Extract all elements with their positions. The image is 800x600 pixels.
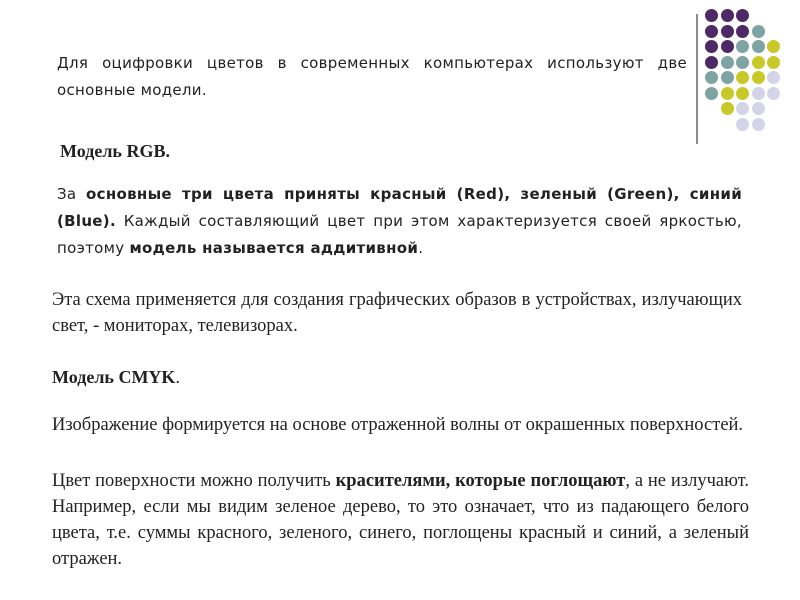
decorative-dot [721, 71, 734, 84]
decorative-dot [752, 25, 765, 38]
rgb-heading [60, 138, 460, 164]
cmyk-paragraph-2 [52, 468, 749, 572]
decorative-dot [767, 40, 780, 53]
cmyk-heading-dot: . [175, 367, 180, 387]
cmyk-p2-c: , а не излучают. Например, если мы видим зеленое дерево, то это означает, что из падающего белого цвета, т.е. суммы красного, зеленого, синего, поглощены красный и синий, а зеленый отражен. [52, 471, 749, 569]
decorative-dot [752, 87, 765, 100]
decorative-dot [736, 25, 749, 38]
decorative-dot [721, 87, 734, 100]
rgb-p1-e: . [418, 239, 424, 257]
rgb-heading-text: Модель RGB. [60, 141, 170, 161]
decorative-dot [705, 71, 718, 84]
rgb-paragraph-2: Эта схема применяется для создания графических образов в устройствах, излучающих свет, - мониторах, телевизорах. [52, 290, 742, 336]
decorative-dot-grid [705, 9, 795, 127]
decorative-divider [696, 14, 698, 144]
decorative-dot [736, 118, 749, 131]
decorative-dot [721, 40, 734, 53]
rgb-p1-a: За [57, 185, 87, 203]
rgb-p1-d: модель называется аддитивной [129, 239, 419, 257]
decorative-dot [752, 71, 765, 84]
decorative-dot [752, 118, 765, 131]
decorative-dot [705, 87, 718, 100]
decorative-dot [705, 25, 718, 38]
decorative-dot [705, 9, 718, 22]
rgb-p1-c: Каждый составляющий цвет при этом характеризуется своей яркостью, поэтому [57, 212, 742, 257]
decorative-dot [705, 40, 718, 53]
decorative-dot [767, 71, 780, 84]
cmyk-paragraph-1: Изображение формируется на основе отраженной волны от окрашенных поверхностей. [52, 415, 744, 435]
decorative-dot [736, 56, 749, 69]
decorative-dot [721, 102, 734, 115]
decorative-dot [767, 87, 780, 100]
decorative-dot [736, 40, 749, 53]
decorative-dot [752, 40, 765, 53]
decorative-dot [736, 87, 749, 100]
decorative-dot [752, 56, 765, 69]
decorative-dot [721, 25, 734, 38]
rgb-p1-b: основные три цвета приняты красный (Red), зеленый (Green), синий (Blue). [57, 185, 743, 230]
decorative-dot [752, 102, 765, 115]
decorative-dot [736, 9, 749, 22]
decorative-dot [736, 102, 749, 115]
decorative-dot [705, 56, 718, 69]
decorative-dot [767, 56, 780, 69]
decorative-dot [721, 56, 734, 69]
rgb-paragraph-1 [57, 181, 742, 262]
cmyk-heading [52, 364, 452, 390]
decorative-dot [736, 71, 749, 84]
intro-paragraph: Для оцифровки цветов в современных компьютерах используют две основные модели. [57, 54, 687, 99]
cmyk-p2-a: Цвет поверхности можно получить [52, 471, 336, 491]
decorative-dot [721, 9, 734, 22]
cmyk-heading-text: Модель CMYK [52, 367, 176, 387]
cmyk-p2-b: красителями, которые поглощают [335, 471, 626, 491]
